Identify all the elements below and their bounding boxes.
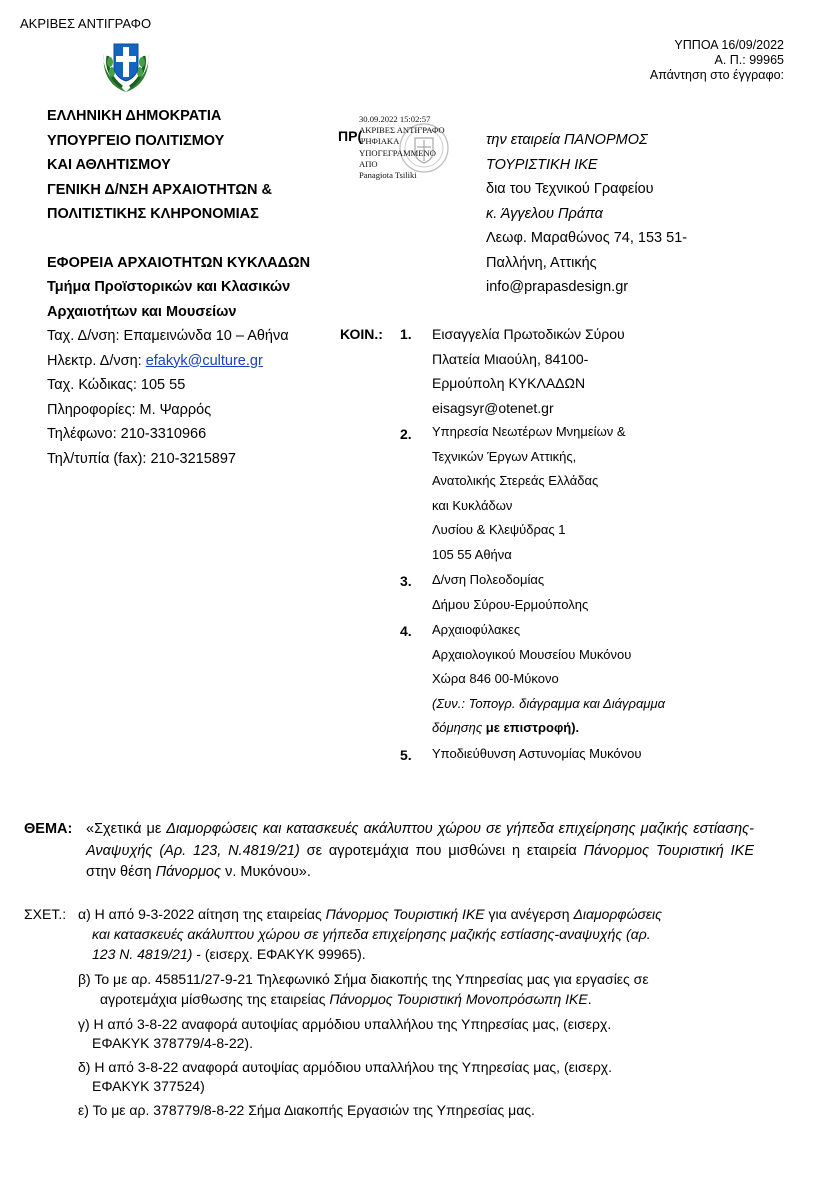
subject-section [24,819,754,884]
sender-address: Ταχ. Δ/νση: Επαμεινώνδα 10 – Αθήνα [47,328,289,344]
org-line: ΕΛΛΗΝΙΚΗ ΔΗΜΟΚΡΑΤΙΑ [47,108,222,124]
sender-block [47,104,310,471]
sender-phone: Τηλέφωνο: 210-3310966 [47,426,207,442]
related-item-b-cont: αγροτεμάχια μίσθωσης της εταιρείας Πάνορμος Τουριστική Μονοπρόσωπη ΙΚΕ. [100,991,592,1007]
signature-line: ΑΠΟ [359,158,378,169]
reference-reply-to: Απάντηση στο έγγραφο: [649,68,784,82]
recipient-line: Λεωφ. Μαραθώνος 74, 153 51- [486,230,688,246]
signature-line: ΑΚΡΙΒΕΣ ΑΝΤΙΓΡΑΦΟ [359,125,445,136]
cc-line: Λυσίου & Κλεψύδρας 1 [432,522,566,537]
cc-line: Αρχαιολογικού Μουσείου Μυκόνου [432,646,632,662]
cc-entry [432,420,626,567]
related-item-b: β) Το με αρ. 458511/27-9-21 Τηλεφωνικό Σήμα διακοπής της Υπηρεσίας μας για εργασίες σε [78,971,649,987]
department-line: Τμήμα Προϊστορικών και Κλασικών [47,279,291,295]
sender-email-link[interactable]: efakyk@culture.gr [145,352,263,369]
reference-number: Α. Π.: 99965 [714,53,784,67]
cc-entry [432,742,642,767]
cc-note: (Συν.: Τοπογρ. διάγραμμα και Διάγραμμα [432,695,666,711]
cc-entry [432,618,665,741]
related-item-a-cont: 123 Ν. 4819/21) - (εισερχ. ΕΦΑΚΥΚ 99965). [92,946,366,962]
cc-line: Εισαγγελία Πρωτοδικών Σύρου [432,326,625,342]
recipient-line: δια του Τεχνικού Γραφείου [486,181,654,197]
related-item-d-cont: ΕΦΑΚΥΚ 377524) [92,1078,205,1094]
cc-number: 5. [400,747,412,763]
recipient-line: την εταιρεία ΠΑΝΟΡΜΟΣ [486,132,648,148]
signature-timestamp: 30.09.2022 15:02:57 [359,114,431,124]
org-line: ΠΟΛΙΤΙΣΤΙΚΗΣ ΚΛΗΡΟΝΟΜΙΑΣ [47,206,259,222]
ephorate-name: ΕΦΟΡΕΙΑ ΑΡΧΑΙΟΤΗΤΩΝ ΚΥΚΛΑΔΩΝ [47,254,311,271]
related-label: ΣΧΕΤ.: [24,906,67,922]
cc-line: Ανατολικής Στερεάς Ελλάδας [432,473,599,488]
cc-line: Δ/νση Πολεοδομίας [432,572,545,587]
org-line: ΓΕΝΙΚΗ Δ/ΝΣΗ ΑΡΧΑΙΟΤΗΤΩΝ & [47,181,273,198]
cc-number: 2. [400,426,412,442]
related-item-a: α) Η από 9-3-2022 αίτηση της εταιρείας Πάνορμος Τουριστική ΙΚΕ για ανέγερση Διαμορφώσεις [78,906,662,922]
cc-note: δόμησης με επιστροφή). [432,720,580,735]
cc-line: Αρχαιοφύλακες [432,622,521,637]
cc-line: 105 55 Αθήνα [432,546,512,562]
related-item-a-cont: και κατασκευές ακάλυπτου χώρου σε γήπεδα επιχείρησης μαζικής εστίασης-αναψυχής (αρ. [92,926,651,942]
cc-label: ΚΟΙΝ.: [340,326,383,342]
cc-line: Πλατεία Μιαούλη, 84100- [432,350,589,367]
cc-number: 4. [400,623,412,639]
protocol-reference [650,38,784,83]
cc-line: Δήμου Σύρου-Ερμούπολης [432,596,589,612]
sender-email-row [47,349,310,374]
related-item-c-cont: ΕΦΑΚΥΚ 378779/4-8-22). [92,1035,253,1051]
cc-line: Χώρα 846 00-Μύκονο [432,671,559,686]
recipient-block [486,128,687,300]
subject-label: ΘΕΜΑ: [24,821,73,837]
signature-line: ΨΗΦΙΑΚΑ [359,136,400,147]
reference-date: ΥΠΠΟΑ 16/09/2022 [674,38,784,52]
cc-line: Υποδιεύθυνση Αστυνομίας Μυκόνου [432,746,642,761]
cc-line: Υπηρεσία Νεωτέρων Μνημείων & [432,424,626,439]
signature-line: ΥΠΟΓΕΓΡΑΜΜΕΝΟ [359,147,436,158]
related-item-e: ε) Το με αρ. 378779/8-8-22 Σήμα Διακοπής Εργασιών της Υπηρεσίας μας. [78,1102,535,1118]
org-line: ΚΑΙ ΑΘΛΗΤΙΣΜΟΥ [47,157,171,173]
recipient-line: ΤΟΥΡΙΣΤΙΚΗ ΙΚΕ [486,156,598,173]
cc-entry [432,322,625,420]
recipient-line: Παλλήνη, Αττικής [486,254,597,271]
recipient-line: κ. Άγγελου Πράπα [486,205,603,222]
email-label: Ηλεκτρ. Δ/νση: [47,352,146,369]
cc-line: και Κυκλάδων [432,497,513,513]
sender-fax: Τηλ/τυπία (fax): 210-3215897 [47,450,236,467]
to-label: ΠΡ( [338,128,363,144]
related-item-d: δ) Η από 3-8-22 αναφορά αυτοψίας αρμόδιου υπαλλήλου της Υπηρεσίας μας, (εισερχ. [78,1059,613,1075]
signature-signer: Panagiota Tsiliki [359,170,417,181]
cc-line: eisagsyr@otenet.gr [432,399,554,416]
cc-number: 1. [400,326,412,342]
certified-copy-label: ΑΚΡΙΒΕΣ ΑΝΤΙΓΡΑΦΟ [20,16,152,31]
cc-number: 3. [400,573,412,589]
department-line: Αρχαιοτήτων και Μουσείων [47,303,237,320]
sender-postal-code: Ταχ. Κώδικας: 105 55 [47,377,186,393]
subject-text: «Σχετικά με Διαμορφώσεις και κατασκευές ακάλυπτου χώρου σε γήπεδα επιχείρησης μαζικής εστίασης-Αναψυχής (Αρ. 123, Ν.4819/21) σε αγροτεμάχια που μισθώνει η εταιρεία Πάνορμος Τουριστική ΙΚΕ στην θέση Πάνορμος ν. Μυκόνου». [86,821,754,880]
cc-line: Τεχνικών Έργων Αττικής, [432,448,577,464]
digital-signature-text [359,114,445,181]
greek-emblem-icon [98,36,154,96]
related-item-c: γ) Η από 3-8-22 αναφορά αυτοψίας αρμόδιου υπαλλήλου της Υπηρεσίας μας, (εισερχ. [78,1016,612,1032]
cc-entry [432,568,588,617]
cc-line: Ερμούπολη ΚΥΚΛΑΔΩΝ [432,375,586,391]
sender-info-contact: Πληροφορίες: Μ. Ψαρρός [47,401,212,418]
org-line: ΥΠΟΥΡΓΕΙΟ ΠΟΛΙΤΙΣΜΟΥ [47,132,225,149]
recipient-email: info@prapasdesign.gr [486,279,629,295]
